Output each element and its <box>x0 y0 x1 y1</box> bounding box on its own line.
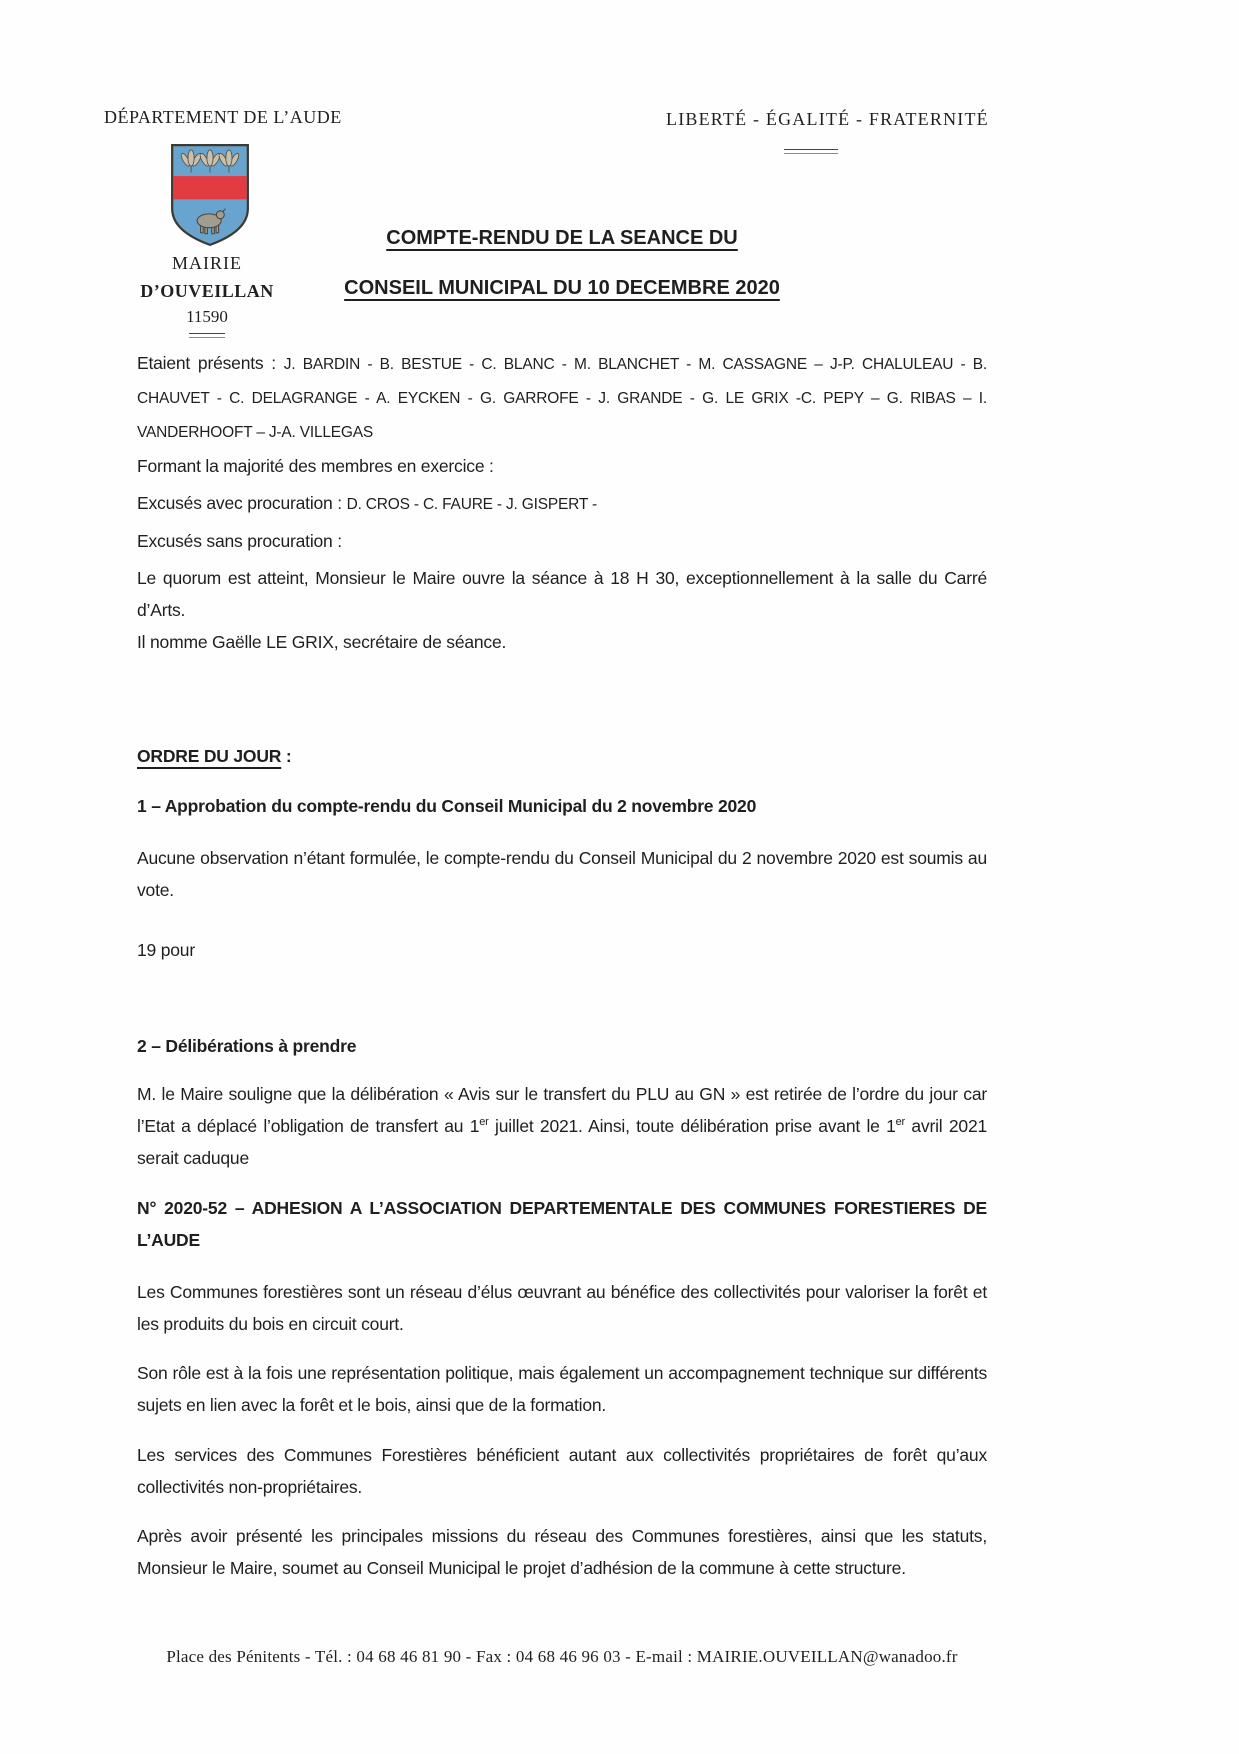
deliberation-52-paragraph-3: Les services des Communes Forestières bénéficient autant aux collectivités propriétaires de forêt qu’aux collectivités non-propriétaires. <box>137 1445 987 1497</box>
plu-withdrawal-paragraph <box>137 1078 987 1174</box>
department-label: DÉPARTEMENT DE L’AUDE <box>104 107 342 127</box>
doc-title-line1-text: COMPTE-RENDU DE LA SEANCE DU <box>386 227 738 249</box>
plu-superscript-1: er <box>479 1116 489 1129</box>
deliberation-52-title: N° 2020-52 – ADHESION A L’ASSOCIATION DEPARTEMENTALE DES COMMUNES FORESTIERES DE L’AUDE <box>137 1198 987 1250</box>
doc-title-line2-text: CONSEIL MUNICIPAL DU 10 DECEMBRE 2020 <box>344 277 780 299</box>
majority-note: Formant la majorité des membres en exercice : <box>137 456 494 476</box>
agenda-heading-text: ORDRE DU JOUR <box>137 746 282 766</box>
footer-contact: Place des Pénitents - Tél. : 04 68 46 81 90 - Fax : 04 68 46 96 03 - E-mail : MAIRIE.OUVEILLAN@wanadoo.fr <box>166 1647 958 1666</box>
plu-part1: M. le Maire souligne que la délibération « Avis sur le transfert du PLU au GN » est retirée de l’ordre du jour car l’Etat a déplacé l’obligation de transfert au 1 <box>137 1084 987 1136</box>
plu-part3: avril 2021 serait caduque <box>137 1116 988 1168</box>
quorum-line2: Il nomme Gaëlle LE GRIX, secrétaire de séance. <box>137 632 507 652</box>
mairie-commune: D’OUVEILLAN <box>140 281 274 301</box>
mairie-label: MAIRIE <box>172 253 242 273</box>
excused-without-procuration: Excusés sans procuration : <box>137 531 342 551</box>
agenda-item-1-body: Aucune observation n’étant formulée, le compte-rendu du Conseil Municipal du 2 novembre 2020 est soumis au vote. <box>137 848 987 900</box>
excused-with-names: D. CROS - C. FAURE - J. GISPERT - <box>346 496 597 513</box>
plu-part2: juillet 2021. Ainsi, toute délibération prise avant le 1 <box>488 1116 896 1136</box>
agenda-heading <box>137 740 987 772</box>
motto-underline <box>784 149 838 154</box>
excused-with-procuration <box>137 487 987 521</box>
attendance-present <box>137 347 987 449</box>
postal-underline <box>189 333 225 338</box>
agenda-item-1-title: 1 – Approbation du compte-rendu du Conseil Municipal du 2 novembre 2020 <box>137 796 757 816</box>
document-body <box>137 347 987 1584</box>
quorum-note <box>137 562 987 658</box>
deliberation-52-paragraph-1: Les Communes forestières sont un réseau d’élus œuvrant au bénéfice des collectivités pour valoriser la forêt et les produits du bois en circuit court. <box>137 1282 987 1334</box>
vote-result: 19 pour <box>137 940 195 960</box>
national-motto: LIBERTÉ - ÉGALITÉ - FRATERNITÉ <box>666 109 989 129</box>
excused-with-label: Excusés avec procuration : <box>137 493 347 513</box>
present-label: Etaient présents : <box>137 353 284 373</box>
plu-superscript-2: er <box>895 1116 905 1129</box>
doc-title-line1 <box>137 227 987 250</box>
present-names: J. BARDIN - B. BESTUE - C. BLANC - M. BLANCHET - M. CASSAGNE – J-P. CHALULEAU - B. CHAUVET - C. DELAGRANGE - A. EYCKEN - G. GARROFE - J. GRANDE - G. LE GRIX -C. PEPY – G. RIBAS – I. VANDERHOOFT – J-A. VILLEGAS <box>137 356 987 441</box>
agenda-heading-colon: : <box>281 746 292 766</box>
doc-title-line2 <box>137 277 987 300</box>
quorum-line1: Le quorum est atteint, Monsieur le Maire ouvre la séance à 18 H 30, exceptionnellement à la salle du Carré d’Arts. <box>137 568 987 620</box>
deliberation-52-paragraph-2: Son rôle est à la fois une représentation politique, mais également un accompagnement technique sur différents sujets en lien avec la forêt et le bois, ainsi que de la formation. <box>137 1363 987 1415</box>
postal-code: 11590 <box>186 307 228 326</box>
deliberation-52-paragraph-4: Après avoir présenté les principales missions du réseau des Communes forestières, ainsi que les statuts, Monsieur le Maire, soumet au Conseil Municipal le projet d’adhésion de la commune à cette structure. <box>137 1526 987 1578</box>
agenda-item-2-title: 2 – Délibérations à prendre <box>137 1036 357 1056</box>
